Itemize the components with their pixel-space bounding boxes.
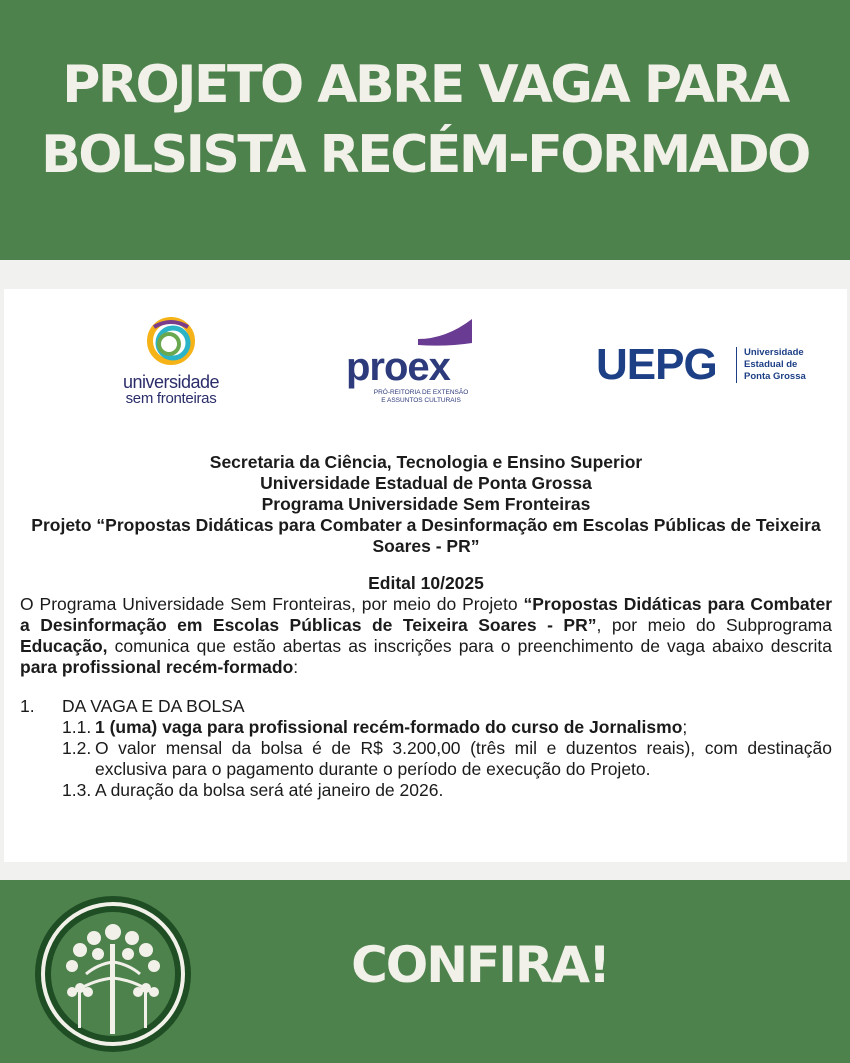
document-header [20, 452, 832, 557]
usf-rings-icon [140, 315, 202, 371]
usf-logo-text-2: sem fronteiras [125, 390, 217, 407]
proex-logo [344, 317, 484, 407]
call-to-action: CONFIRA! [351, 936, 609, 994]
uepg-subtitle [744, 347, 806, 383]
header-universidade: Universidade Estadual de Ponta Grossa [260, 473, 592, 493]
intro-text-2: , por meio do Subprograma [596, 615, 832, 635]
section-vaga-bolsa [20, 696, 832, 801]
list-item-number: 1.2. [62, 738, 92, 758]
section-heading [20, 696, 832, 717]
document-body [20, 452, 832, 801]
headline-line-2: BOLSISTA RECÉM-FORMADO [41, 125, 809, 185]
intro-text-3: comunica que estão abertas as inscrições para o preenchimento de vaga abaixo descrita [107, 636, 832, 656]
list-item-number: 1.1. [62, 717, 92, 737]
list-item-number: 1.3. [62, 780, 92, 800]
uepg-logo [596, 341, 826, 391]
list-item-text: O valor mensal da bolsa é de R$ 3.200,00 (três mil e duzentos reais), com destinação exclusiva para o pagamento durante o período de execução do Projeto. [95, 738, 832, 779]
header-secretaria: Secretaria da Ciência, Tecnologia e Ensino Superior [209, 452, 643, 472]
intro-paragraph [20, 594, 832, 678]
intro-text-4: : [293, 657, 299, 677]
list-item-1-2 [20, 738, 832, 780]
logo-row [4, 289, 847, 439]
list-item-1-3 [20, 780, 832, 801]
proex-subtitle-2: E ASSUNTOS CULTURAIS [381, 397, 461, 404]
section-title: DA VAGA E DA BOLSA [62, 696, 245, 716]
uepg-subtitle-2: Estadual de [744, 359, 798, 370]
uepg-separator [736, 347, 737, 383]
edital-number: Edital 10/2025 [368, 573, 484, 593]
header-projeto: Projeto “Propostas Didáticas para Combater a Desinformação em Escolas Públicas de Teixeira Soares - PR” [31, 515, 821, 556]
section-number: 1. [20, 696, 35, 716]
proex-swoosh-icon [416, 317, 476, 347]
headline [0, 50, 850, 190]
list-item-bold: 1 (uma) vaga para profissional recém-formado do curso de Jornalismo [95, 717, 683, 737]
list-item-text: ; [682, 717, 688, 737]
list-item-1-1 [20, 717, 832, 738]
headline-line-1: PROJETO ABRE VAGA PARA [62, 55, 788, 115]
araucaria-tree-emblem-icon [28, 892, 198, 1057]
intro-text-1: O Programa Universidade Sem Fronteiras, por meio do Projeto [20, 594, 524, 614]
intro-project-name: “Propostas Didáticas para Combater a Desinformação em Escolas Públicas de Teixeira Soares - PR” [20, 594, 832, 635]
top-banner [0, 0, 850, 260]
uepg-wordmark: UEPG [596, 340, 717, 389]
edital-document [4, 289, 847, 862]
uepg-subtitle-3: Ponta Grossa [744, 371, 806, 382]
usf-logo-text-1: universidade [122, 372, 220, 392]
uepg-subtitle-1: Universidade [744, 347, 804, 358]
proex-wordmark: proex [346, 345, 450, 389]
header-programa: Programa Universidade Sem Fronteiras [261, 494, 591, 514]
intro-target: para profissional recém-formado [20, 657, 294, 677]
list-item-text: A duração da bolsa será até janeiro de 2026. [95, 780, 444, 800]
proex-subtitle [366, 389, 476, 405]
universidade-sem-fronteiras-logo [116, 315, 226, 405]
proex-subtitle-1: PRÓ-REITORIA DE EXTENSÃO [373, 389, 469, 396]
intro-subprogram: Educação, [20, 636, 108, 656]
